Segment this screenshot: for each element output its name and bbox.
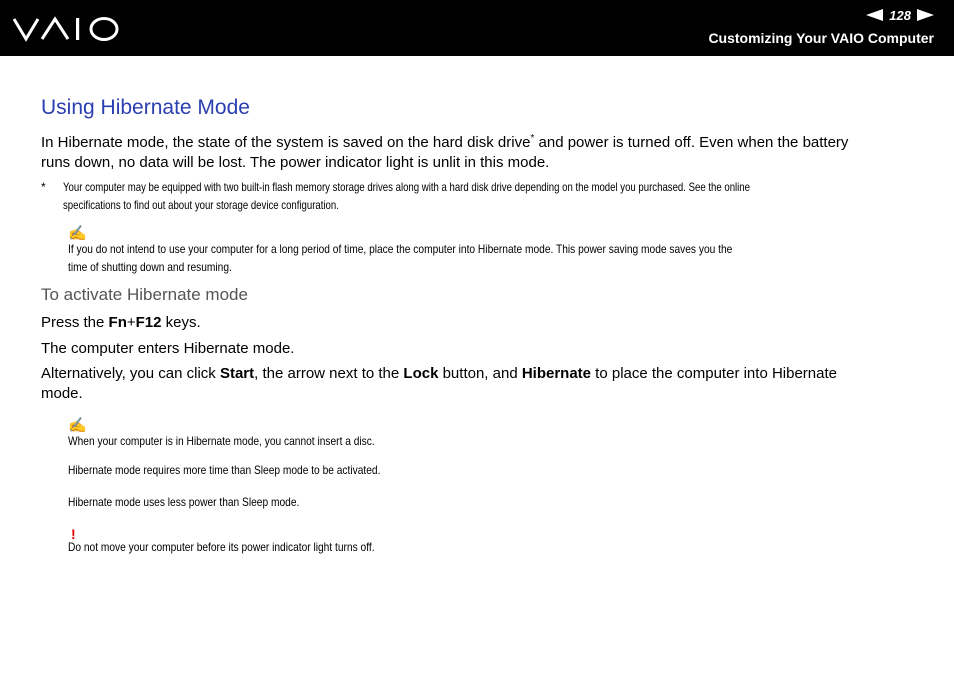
note-line: time of shutting down and resuming. — [68, 260, 232, 274]
left-arrow-icon[interactable] — [866, 9, 883, 21]
result-text: The computer enters Hibernate mode. — [41, 340, 295, 357]
subheading: To activate Hibernate mode — [41, 285, 248, 304]
vaio-logo — [12, 14, 122, 44]
step-text — [41, 313, 201, 333]
start-label: Start — [219, 365, 255, 382]
alt-part: button, and — [438, 365, 522, 382]
pencil-note-icon: ✍ — [68, 417, 87, 434]
key-f12: F12 — [135, 314, 162, 331]
intro-paragraph — [41, 133, 921, 173]
note-text: Hibernate mode uses less power than Sleep mode. — [68, 495, 300, 509]
page-title: Using Hibernate Mode — [41, 96, 250, 119]
alternative-paragraph — [41, 364, 921, 404]
page-header — [0, 0, 954, 56]
note-text: When your computer is in Hibernate mode, you cannot insert a disc. — [68, 434, 375, 448]
hibernate-label: Hibernate — [521, 365, 592, 382]
alt-part: , the arrow next to the — [254, 365, 404, 382]
right-arrow-icon[interactable] — [917, 9, 934, 21]
step-part: keys. — [161, 314, 201, 331]
intro-text: In Hibernate mode, the state of the system is saved on the hard disk drive — [41, 134, 531, 151]
alt-part: to place the computer into Hibernate — [591, 365, 837, 382]
note-text — [68, 240, 732, 276]
intro-text: runs down, no data will be lost. The power indicator light is unlit in this mode. — [41, 154, 550, 171]
section-title: Customizing Your VAIO Computer — [708, 30, 934, 46]
page-navigation — [866, 7, 934, 23]
key-fn: Fn — [108, 314, 127, 331]
footnote-text — [63, 178, 750, 214]
footnote-reference: * — [530, 133, 535, 144]
footnote-mark: * — [41, 180, 46, 194]
key-plus: + — [126, 314, 136, 331]
pencil-note-icon: ✍ — [68, 225, 87, 242]
note-line: If you do not intend to use your computer for a long period of time, place the computer into Hibernate mode. This power saving mode saves you the — [68, 242, 733, 256]
page-number: 128 — [889, 7, 911, 23]
lock-label: Lock — [403, 365, 439, 382]
alt-part: mode. — [41, 385, 83, 402]
note-text: Hibernate mode requires more time than Sleep mode to be activated. — [68, 463, 381, 477]
warning-text: Do not move your computer before its power indicator light turns off. — [68, 540, 375, 554]
footnote-line: Your computer may be equipped with two built-in flash memory storage drives along with a hard disk drive depending on the model you purchased. See the online — [63, 180, 750, 194]
step-part: Press the — [41, 314, 109, 331]
alt-part: Alternatively, you can click — [41, 365, 220, 382]
footnote-line: specifications to find out about your storage device configuration. — [63, 198, 339, 212]
intro-text: and power is turned off. Even when the battery — [534, 134, 849, 151]
exclamation-icon: ! — [71, 526, 76, 542]
